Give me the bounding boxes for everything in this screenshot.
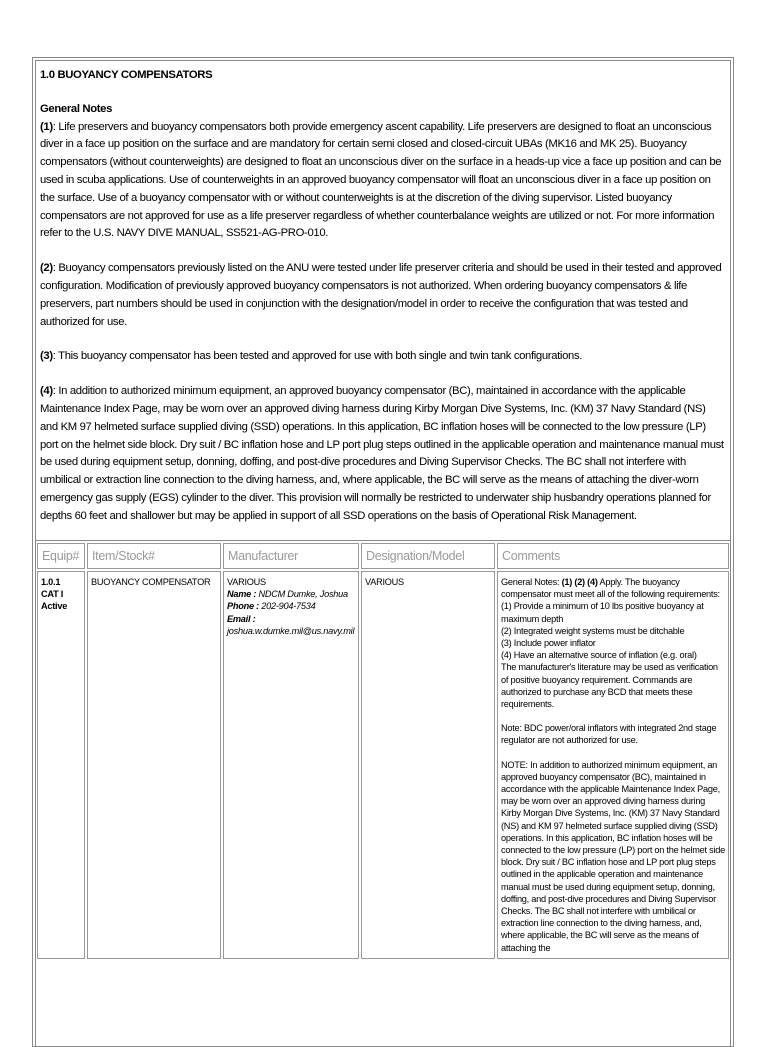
comment-gn-refs: (1) (2) (4) [561, 577, 598, 587]
note-1-id: (1) [40, 120, 53, 133]
item-name: BUOYANCY COMPENSATOR [91, 577, 211, 587]
note-1 [40, 119, 726, 244]
cell-designation [361, 571, 495, 959]
header-comments[interactable]: Comments [497, 543, 729, 569]
comment-req-2: (2) Integrated weight systems must be ditchable [501, 625, 685, 636]
note-2-id: (2) [40, 262, 53, 275]
equipment-table [35, 541, 731, 961]
contact-name [227, 588, 355, 600]
cell-item [87, 571, 221, 959]
general-notes-label: General Notes [40, 102, 113, 115]
note-2 [40, 260, 726, 331]
cell-equip [37, 571, 85, 959]
header-designation-model[interactable]: Designation/Model [361, 543, 495, 569]
manufacturer-name: VARIOUS [227, 577, 266, 587]
header-manufacturer[interactable]: Manufacturer [223, 543, 359, 569]
note-4-text: : In addition to authorized minimum equipment, an approved buoyancy compensator (BC), maintained in accordance with the applicable Maintenance Index Page, may be worn over an approved diving harness during Kirby Morgan Dive Systems, Inc. (KM) 37 Navy Standard (NS) and KM 97 helmeted surface supplied diving (SSD) operations. In this application, BC inflation hoses will be connected to the low pressure (LP) port on the helmet side block. Dry suit / BC inflation hose and LP port plug steps outlined in the applicable operation and maintenance manual must be used during equipment setup, donning, doffing, and post-dive procedures and Diving Supervisor Checks. The BC shall not interfere with umbilical or extraction line connection to the diving harness, and, where applicable, the BC will serve as the means of attaching the diver-worn emergency gas supply (EGS) cylinder to the diver. This provision will normally be restricted to underwater ship husbandry operations planned for depths 60 feet and shallower but may be applied in support of all SSD operations on the basis of Operational Risk Management. [40, 385, 724, 522]
table-row [37, 571, 729, 959]
note-3-id: (3) [40, 350, 53, 363]
equip-category: CAT I [41, 589, 64, 600]
comment-literature: The manufacturer's literature may be used as verification of positive buoyancy requirement. Commands are authorized to purchase any BCD that meets these requirements. [501, 662, 718, 710]
note-4-id: (4) [40, 385, 53, 398]
contact-name-label: Name : [227, 589, 257, 600]
note-4 [40, 383, 726, 525]
contact-email-label: Email : [227, 613, 256, 624]
document-frame [32, 57, 734, 1047]
note-2-text: : Buoyancy compensators previously listed on the ANU were tested under life preserver criteria and should be used in their tested and approved configuration. Modification of previously approved buoyancy compensators is not authorized. When ordering buoyancy compensators & life preservers, part numbers should be used in conjunction with the designation/model in order to receive the configuration that was tested and authorized for use. [40, 262, 722, 328]
note-3-text: : This buoyancy compensator has been tested and approved for use with both single and twin tank configurations. [52, 350, 583, 363]
contact-name-value: NDCM Dumke, Joshua [256, 589, 348, 600]
section-panel [35, 60, 731, 1046]
comment-req-1: (1) Provide a minimum of 10 lbs positive buoyancy at maximum depth [501, 601, 704, 624]
table-header-row [37, 543, 729, 569]
comment-spacer [501, 747, 725, 759]
designation-value: VARIOUS [365, 577, 404, 587]
contact-email-link[interactable]: joshua.w.dumke.mil@us.navy.mil [227, 625, 355, 636]
cell-manufacturer [223, 571, 359, 959]
comment-spacer [501, 710, 725, 722]
header-item-stock[interactable]: Item/Stock# [87, 543, 221, 569]
contact-phone-value: 202-904-7534 [258, 601, 316, 612]
section-title: 1.0 BUOYANCY COMPENSATORS [40, 69, 213, 81]
header-equip[interactable]: Equip# [37, 543, 85, 569]
equip-status: Active [41, 601, 68, 612]
note-3 [40, 348, 726, 366]
comment-req-4: (4) Have an alternative source of inflation (e.g. oral) [501, 650, 697, 661]
comment-note-2: NOTE: In addition to authorized minimum equipment, an approved buoyancy compensator (BC), maintained in accordance with the applicable Maintenance Index Page, may be worn over an approved diving harness during Kirby Morgan Dive Systems, Inc. (KM) 37 Navy Standard (NS) and KM 97 helmeted surface supplied diving (SSD) operations. In this application, BC inflation hoses will be connected to the low pressure (LP) port on the helmet side block. Dry suit / BC inflation hose and LP port plug steps outlined in the applicable operation and maintenance manual must be used during equipment setup, donning, doffing, and post-dive procedures and Diving Supervisor Checks. The BC shall not interfere with umbilical or extraction line connection to the diving harness, and, where applicable, the BC will serve as the means of attaching the [501, 759, 725, 953]
comment-gn-suffix: Apply. The buoyancy compensator must meet all of the following requirements: [501, 577, 720, 600]
note-1-text: : Life preservers and buoyancy compensators both provide emergency ascent capability. Life preservers are designed to float an unconscious diver in a face up position on the surface and are mandatory for certain semi closed and closed-circuit UBAs (MK16 and MK 25). Buoyancy compensators (without counterweights) are designed to float an unconscious diver on the surface in a heads-up vice a face up position and can be used in scuba applications. Use of counterweights in an approved buoyancy compensator will float an unconscious diver in a face up position on the surface. Use of a buoyancy compensator with or without counterweights is at the discretion of the diving supervisor. Listed buoyancy compensators are not approved for use as a life preserver regardless of whether counterbalance weights are utilized or not. For more information refer to the U.S. NAVY DIVE MANUAL, SS521-AG-PRO-010. [40, 120, 722, 240]
contact-phone-label: Phone : [227, 601, 259, 612]
comment-req-3: (3) Include power inflator [501, 638, 596, 649]
comment-gn-prefix: General Notes: [501, 577, 562, 587]
comment-note-1: Note: BDC power/oral inflators with integrated 2nd stage regulator are not authorized for use. [501, 723, 717, 746]
cell-comments [497, 571, 729, 959]
contact-phone [227, 600, 355, 612]
comment-general-notes [501, 576, 725, 600]
equip-number: 1.0.1 [41, 577, 61, 587]
equipment-table-wrap [35, 540, 731, 961]
general-notes-block [40, 67, 726, 526]
